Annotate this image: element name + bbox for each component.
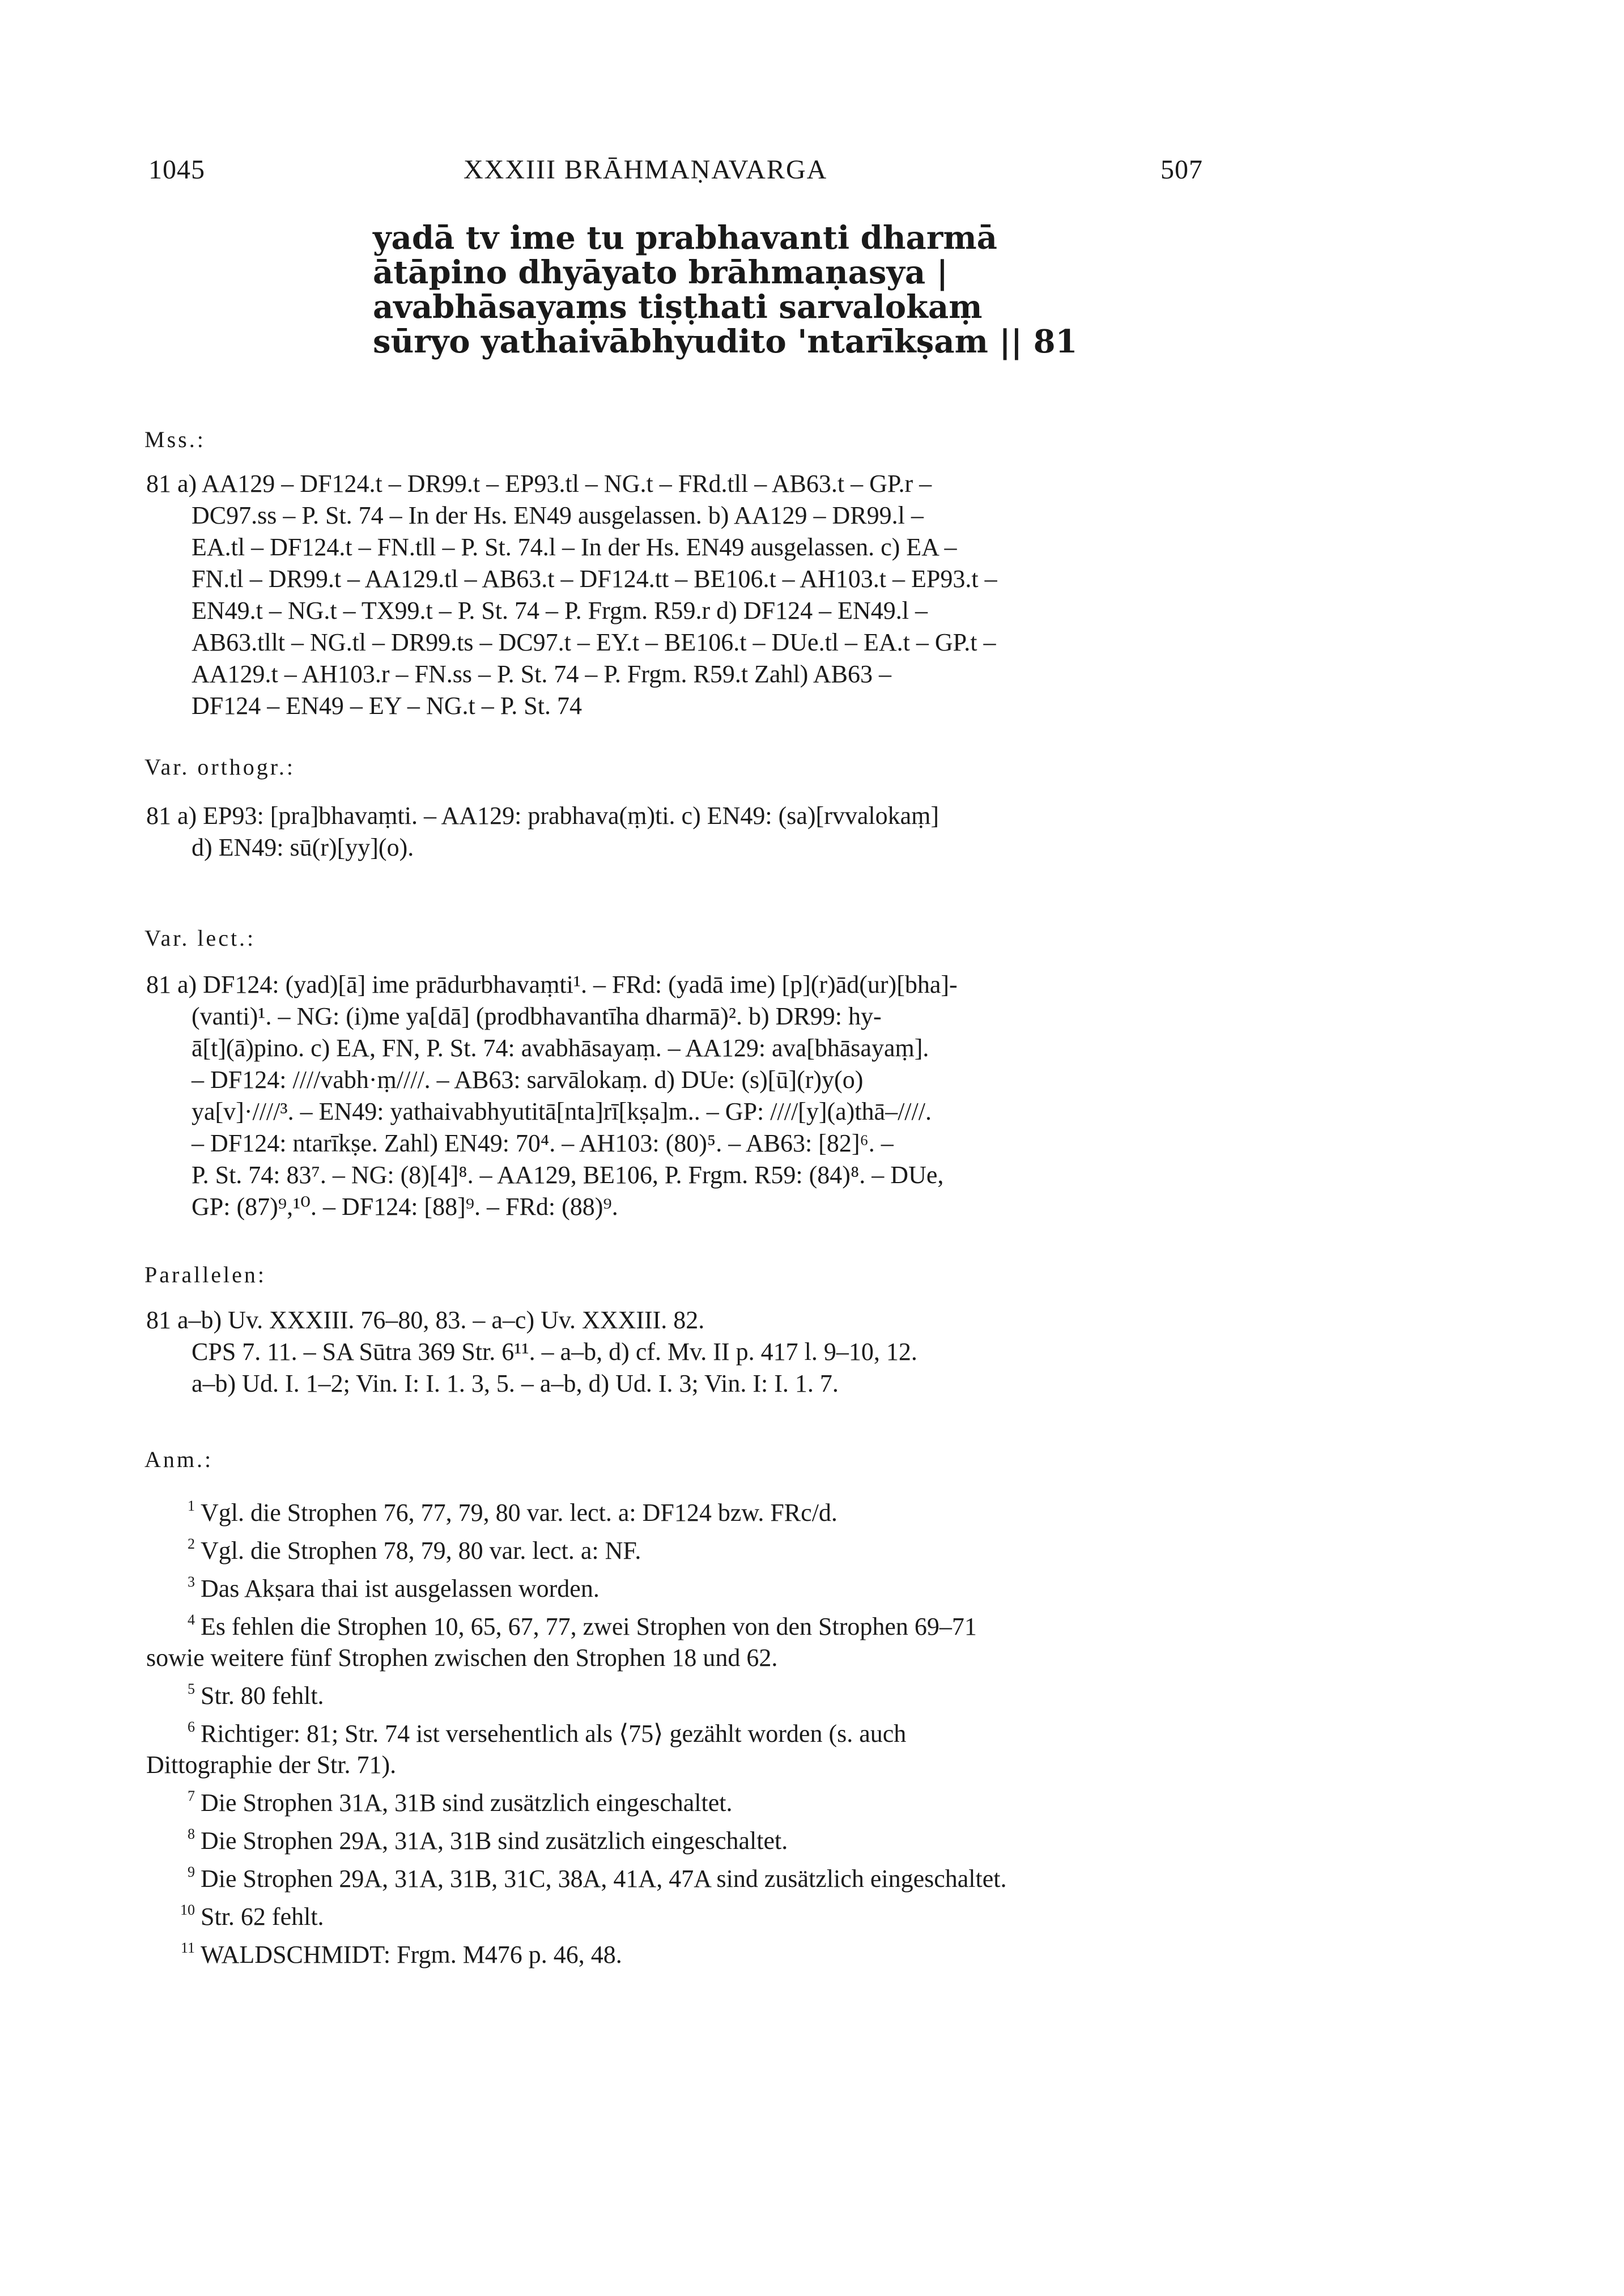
verse-line: sūryo yathaivābhyudito 'ntarīkṣam || 81	[373, 323, 1078, 360]
footnote-number: 8	[188, 1826, 195, 1842]
apparatus-line: AA129.t – AH103.r – FN.ss – P. St. 74 – P. Frgm. R59.t Zahl) AB63 –	[192, 660, 892, 688]
footnote-text: Die Strophen 29A, 31A, 31B sind zusätzlich eingeschaltet.	[201, 1827, 788, 1855]
apparatus-line: DF124 – EN49 – EY – NG.t – P. St. 74	[192, 692, 582, 720]
footnote-text: Str. 62 fehlt.	[201, 1903, 324, 1931]
footnote-text: Die Strophen 31A, 31B sind zusätzlich eingeschaltet.	[201, 1789, 733, 1817]
apparatus-line: – DF124: ////vabh·ṃ////. – AB63: sarvālokaṃ. d) DUe: (s)[ū](r)y(o)	[192, 1066, 864, 1094]
footnote	[146, 1711, 1209, 1749]
apparatus-line: FN.tl – DR99.t – AA129.tl – AB63.t – DF124.tt – BE106.t – AH103.t – EP93.t –	[192, 565, 997, 593]
footnote-number: 3	[188, 1574, 195, 1590]
footnote-number: 1	[188, 1498, 195, 1514]
apparatus-line: 81 a) DF124: (yad)[ā] ime prādurbhavaṃti¹. – FRd: (yadā ime) [p](r)ād(ur)[bha]-	[146, 971, 958, 998]
footnote	[146, 1528, 1209, 1566]
parallels-label: Parallelen:	[144, 1262, 267, 1287]
footnote-text: WALDSCHMIDT: Frgm. M476 p. 46, 48.	[201, 1941, 622, 1968]
var-orthogr-apparatus	[146, 800, 1209, 864]
parallels-apparatus	[146, 1304, 1209, 1400]
footnote-number: 10	[180, 1902, 195, 1918]
apparatus-line: d) EN49: sū(r)[yy](o).	[192, 834, 414, 861]
apparatus-line: a–b) Ud. I. 1–2; Vin. I: I. 1. 3, 5. – a–b, d) Ud. I. 3; Vin. I: I. 1. 7.	[192, 1370, 839, 1397]
verse-line: ātāpino dhyāyato brāhmaṇasya |	[373, 254, 949, 291]
footnote-text: Vgl. die Strophen 78, 79, 80 var. lect. a: NF.	[201, 1537, 641, 1564]
apparatus-line: ya[v]·////³. – EN49: yathaivabhyutitā[nta]rī[kṣa]m.. – GP: ////[y](a)thā–////.	[192, 1098, 932, 1125]
verse-81	[373, 221, 1078, 359]
page-number-left: 1045	[148, 155, 205, 185]
page-number-right: 507	[1160, 155, 1203, 185]
footnote-number: 11	[180, 1940, 195, 1956]
footnote-number: 4	[188, 1612, 195, 1628]
mss-apparatus	[146, 468, 1209, 722]
apparatus-line: EN49.t – NG.t – TX99.t – P. St. 74 – P. Frgm. R59.r d) DF124 – EN49.l –	[192, 597, 928, 624]
footnote-text: sowie weitere fünf Strophen zwischen den Strophen 18 und 62.	[146, 1644, 778, 1672]
apparatus-line: GP: (87)⁹,¹⁰. – DF124: [88]⁹. – FRd: (88)⁹.	[192, 1193, 618, 1221]
apparatus-line: – DF124: ntarīkṣe. Zahl) EN49: 70⁴. – AH103: (80)⁵. – AB63: [82]⁶. –	[192, 1129, 894, 1157]
annotations-list	[146, 1490, 1209, 1970]
footnote	[146, 1673, 1209, 1711]
var-lect-apparatus	[146, 969, 1209, 1223]
footnote-text: Die Strophen 29A, 31A, 31B, 31C, 38A, 41A, 47A sind zusätzlich eingeschaltet.	[201, 1865, 1007, 1893]
footnote-text: Dittographie der Str. 71).	[146, 1751, 397, 1779]
footnote-text: Das Akṣara thai ist ausgelassen worden.	[201, 1575, 600, 1602]
apparatus-line: AB63.tllt – NG.tl – DR99.ts – DC97.t – EY.t – BE106.t – DUe.tl – EA.t – GP.t –	[192, 628, 996, 656]
footnote-continuation	[146, 1749, 1209, 1780]
footnote	[146, 1604, 1209, 1642]
apparatus-line: 81 a–b) Uv. XXXIII. 76–80, 83. – a–c) Uv. XXXIII. 82.	[146, 1306, 705, 1334]
var-lect-label: Var. lect.:	[144, 925, 256, 951]
annotations-label: Anm.:	[144, 1447, 214, 1472]
mss-label: Mss.:	[144, 427, 206, 452]
apparatus-line: P. St. 74: 83⁷. – NG: (8)[4]⁸. – AA129, BE106, P. Frgm. R59: (84)⁸. – DUe,	[192, 1161, 944, 1189]
verse-line: yadā tv ime tu prabhavanti dharmā	[373, 219, 997, 257]
var-orthogr-label: Var. orthogr.:	[144, 754, 295, 780]
footnote-number: 9	[188, 1864, 195, 1880]
footnote-text: Richtiger: 81; Str. 74 ist versehentlich als ⟨75⟩ gezählt worden (s. auch	[201, 1720, 907, 1747]
footnote	[146, 1856, 1209, 1894]
apparatus-line: 81 a) EP93: [pra]bhavaṃti. – AA129: prabhava(ṃ)ti. c) EN49: (sa)[rvvalokaṃ]	[146, 802, 939, 830]
footnote	[146, 1780, 1209, 1818]
apparatus-line: EA.tl – DF124.t – FN.tll – P. St. 74.l – In der Hs. EN49 ausgelassen. c) EA –	[192, 533, 957, 561]
footnote	[146, 1490, 1209, 1528]
footnote-text: Vgl. die Strophen 76, 77, 79, 80 var. lect. a: DF124 bzw. FRc/d.	[201, 1499, 837, 1527]
verse-line: avabhāsayaṃs tiṣṭhati sarvalokaṃ	[373, 288, 983, 326]
footnote-continuation	[146, 1642, 1209, 1673]
footnote-number: 5	[188, 1681, 195, 1697]
apparatus-line: 81 a) AA129 – DF124.t – DR99.t – EP93.tl – NG.t – FRd.tll – AB63.t – GP.r –	[146, 470, 932, 498]
footnote-number: 7	[188, 1788, 195, 1804]
footnote-text: Es fehlen die Strophen 10, 65, 67, 77, zwei Strophen von den Strophen 69–71	[201, 1613, 977, 1640]
footnote	[146, 1932, 1209, 1970]
apparatus-line: (vanti)¹. – NG: (i)me ya[dā] (prodbhavantīha dharmā)². b) DR99: hy-	[192, 1002, 882, 1030]
apparatus-line: CPS 7. 11. – SA Sūtra 369 Str. 6¹¹. – a–b, d) cf. Mv. II p. 417 l. 9–10, 12.	[192, 1338, 917, 1366]
footnote-number: 2	[188, 1536, 195, 1552]
footnote-text: Str. 80 fehlt.	[201, 1682, 324, 1710]
footnote	[146, 1894, 1209, 1932]
apparatus-line: DC97.ss – P. St. 74 – In der Hs. EN49 ausgelassen. b) AA129 – DR99.l –	[192, 501, 924, 529]
footnote	[146, 1818, 1209, 1856]
footnote	[146, 1566, 1209, 1604]
footnote-number: 6	[188, 1719, 195, 1735]
running-title: XXXIII BRĀHMAṆAVARGA	[464, 155, 828, 185]
apparatus-line: ā[t](ā)pino. c) EA, FN, P. St. 74: avabhāsayaṃ. – AA129: ava[bhāsayaṃ].	[192, 1034, 929, 1062]
